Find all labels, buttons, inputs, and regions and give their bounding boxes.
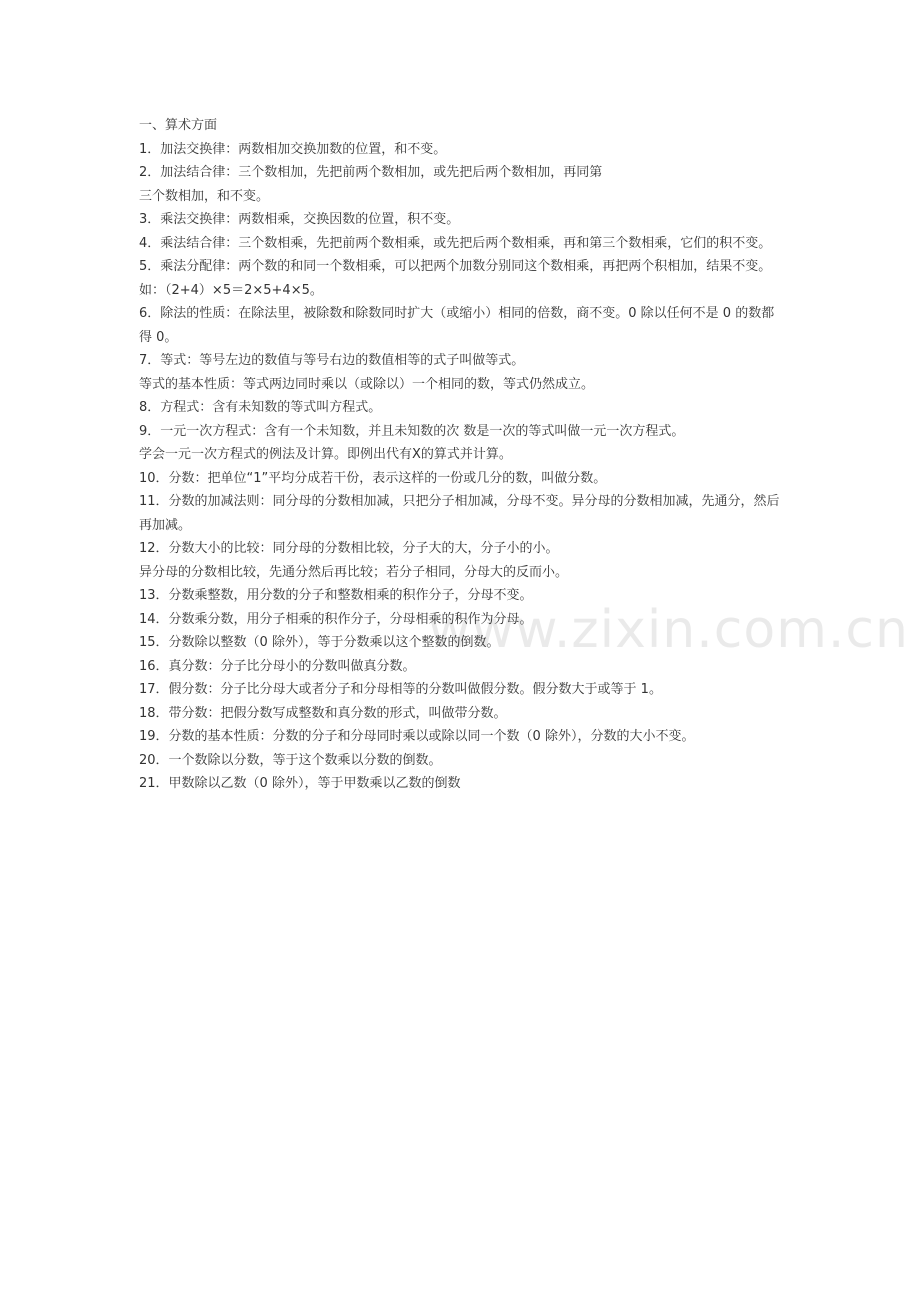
rule-3: 3．乘法交换律：两数相乘，交换因数的位置，积不变。 [139, 212, 460, 227]
rule-20: 20．一个数除以分数，等于这个数乘以分数的倒数。 [139, 752, 442, 768]
rule-19: 19．分数的基本性质：分数的分子和分母同时乘以或除以同一个数（0 除外），分数的大小不变。 [139, 729, 695, 744]
watermark: www.zixin.com.cn [428, 600, 909, 660]
rule-18: 18．带分数：把假分数写成整数和真分数的形式，叫做带分数。 [139, 705, 507, 721]
rule-7: 7．等式：等号左边的数值与等号右边的数值相等的式子叫做等式。 [139, 353, 525, 368]
rule-2-continued: 三个数相加，和不变。 [139, 188, 270, 204]
rule-17: 17．假分数：分子比分母大或者分子和分母相等的分数叫做假分数。假分数大于或等于 1。 [139, 682, 662, 697]
document-body [139, 114, 787, 796]
rule-11: 11．分数的加减法则：同分母的分数相加减，只把分子相加减，分母不变。异分母的分数相加减，先通分，然后再加减。 [139, 494, 780, 533]
rule-2: 2．加法结合律：三个数相加，先把前两个数相加，或先把后两个数相加，再同第 [139, 165, 603, 180]
rule-12: 12．分数大小的比较：同分母的分数相比较，分子大的大，分子小的小。 [139, 541, 559, 556]
rule-7-property: 等式的基本性质：等式两边同时乘以（或除以）一个相同的数，等式仍然成立。 [139, 376, 595, 392]
rule-12-continued: 异分母的分数相比较，先通分然后再比较；若分子相同，分母大的反而小。 [139, 564, 569, 580]
rule-14: 14．分数乘分数，用分子相乘的积作分子，分母相乘的积作为分母。 [139, 611, 533, 627]
rule-8: 8．方程式：含有未知数的等式叫方程式。 [139, 400, 382, 415]
rule-9-note: 学会一元一次方程式的例法及计算。即例出代有X的算式并计算。 [139, 447, 512, 462]
rule-15: 15．分数除以整数（0 除外），等于分数乘以这个整数的倒数。 [139, 635, 500, 650]
rule-10: 10．分数：把单位“1”平均分成若干份，表示这样的一份或几分的数，叫做分数。 [139, 470, 607, 486]
rule-1: 1．加法交换律：两数相加交换加数的位置，和不变。 [139, 141, 447, 157]
rule-16: 16．真分数：分子比分母小的分数叫做真分数。 [139, 658, 416, 674]
section-heading: 一、算术方面 [139, 118, 218, 133]
rule-4: 4．乘法结合律：三个数相乘，先把前两个数相乘，或先把后两个数相乘，再和第三个数相乘，它们的积不变。 [139, 235, 772, 251]
rule-5: 5．乘法分配律：两个数的和同一个数相乘，可以把两个加数分别同这个数相乘，再把两个积相加，结果不变。如：（2+4）×5＝2×5+4×5。 [139, 259, 772, 298]
rule-6: 6．除法的性质：在除法里，被除数和除数同时扩大（或缩小）相同的倍数，商不变。0 除以任何不是 0 的数都得 0。 [139, 306, 775, 345]
rule-21: 21．甲数除以乙数（0 除外），等于甲数乘以乙数的倒数 [139, 776, 461, 791]
rule-13: 13．分数乘整数，用分数的分子和整数相乘的积作分子，分母不变。 [139, 588, 533, 603]
rule-9: 9．一元一次方程式：含有一个未知数，并且未知数的次 数是一次的等式叫做一元一次方程式。 [139, 423, 685, 439]
